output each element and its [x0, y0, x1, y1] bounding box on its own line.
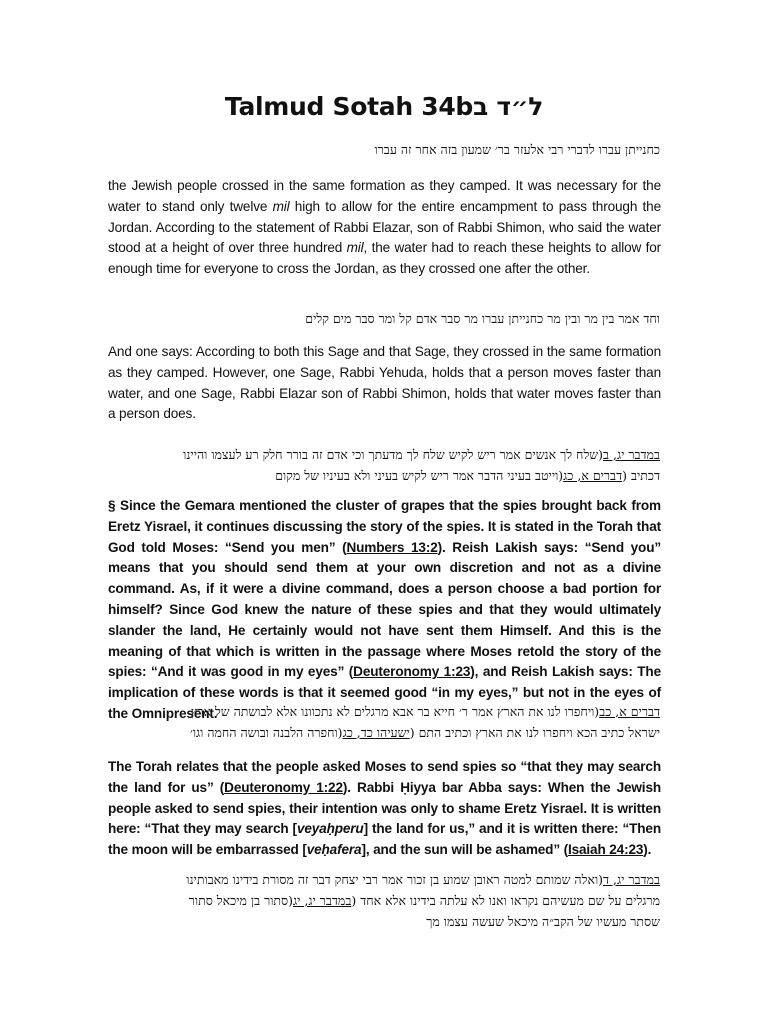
source-reference-link[interactable]: Deuteronomy 1:23	[353, 664, 471, 680]
text-segment: § Since the Gemara mentioned the cluster of grapes that the spies brought back from Eretz Yisrael, it continues discussing the story of the spies. It is stated in the Torah that God told Moses: “Send you men” (	[108, 498, 661, 555]
page-title: Talmud Sotah 34bל״ד ב	[224, 92, 544, 121]
source-reference-link[interactable]: במדבר יג, ב	[603, 447, 660, 462]
hebrew-text-5	[108, 869, 660, 932]
text-segment: ). Reish Lakish says: “Send you” means that you should send them at your own discretion and not as a divine command. As, if it were a divine command, does a person choose a bad portion for himself? Since God knew the nature of these spies and that they would ultimately slander the land, He certainly would not have sent them Himself. And this is the meaning of that which is written in the passage where Moses retold the story of the spies: “And it was good in my eyes” (	[108, 539, 662, 680]
text-segment: the Jewish people crossed in the same formation as they camped. It was necessary for the water to stand only twelve	[108, 178, 661, 214]
italic-term: mil	[346, 240, 364, 256]
text-segment: high to allow for the entire encampment to pass through the Jordan. According to the statement of Rabbi Elazar, son of Rabbi Shimon, who said the water stood at a height of over three hundred	[108, 198, 661, 256]
text-segment: (וייטב בעיני הדבר אמר ריש לקיש בעיני ולא בעיניו של מקום	[275, 468, 564, 483]
hebrew-text-1: כחנייתן עברו לדברי רבי אלעזר בר׳ שמעון בזה אחר זה עברו	[374, 142, 660, 157]
italic-term: veḥafera	[306, 842, 362, 858]
english-paragraph-4	[108, 757, 661, 861]
hebrew-line	[108, 869, 660, 890]
text-segment: דכתיב (	[622, 468, 660, 483]
text-segment: מרגלים על שם מעשיהם נקראו ואנו לא עלתה בידינו אלא אחד (	[351, 893, 660, 908]
text-segment: (וחפרה הלבנה ובושה החמה וגו׳	[189, 725, 343, 740]
text-segment: The Torah relates that the people asked Moses to send spies so “that they may search the land for us” (	[108, 759, 661, 795]
italic-term: mil	[272, 198, 290, 214]
hebrew-text-2: וחד אמר בין מר ובין מר כחנייתן עברו מר סבר אדם קל ומר סבר מים קלים	[305, 311, 660, 326]
hebrew-line	[108, 444, 660, 465]
text-segment: ] the land for us,” and it is written there: “Then the moon will be embarrassed [	[108, 821, 661, 858]
text-segment: (ואלה שמותם למטה ראובן שמוע בן זכור אמר רבי יצחק דבר זה מסורת בידינו מאבותינו	[186, 872, 604, 887]
text-segment: , the water had to reach these heights to allow for enough time for everyone to cross the Jordan, as they crossed one after the other.	[108, 240, 661, 277]
italic-term: veyaḥperu	[296, 821, 364, 837]
english-paragraph-2: And one says: According to both this Sage and that Sage, they crossed in the same formation as they camped. However, one Sage, Rabbi Yehuda, holds that a person moves faster than water, and one Sage, Rabbi Elazar son of Rabbi Shimon, holds that water moves faster than a person does.	[108, 344, 661, 422]
text-segment: (ויחפרו לנו את הארץ אמר ר׳ חייא בר אבא מרגלים לא נתכוונו אלא לבושתה של ארץ	[190, 704, 600, 719]
text-segment: ).	[643, 842, 652, 858]
source-reference-link[interactable]: במדבר יג, ד	[603, 872, 660, 887]
source-reference-link[interactable]: דברים א, כג	[563, 468, 623, 483]
hebrew-text-3	[108, 444, 660, 486]
text-segment: ). Rabbi Ḥiyya bar Abba says: When the Jewish people asked to send spies, their intention was only to shame Eretz Yisrael. It is written here: “That they may search [	[108, 779, 662, 837]
text-segment: (סתור בן מיכאל סתור	[188, 893, 294, 908]
source-reference-link[interactable]: Deuteronomy 1:22	[224, 779, 343, 795]
source-reference-link[interactable]: Isaiah 24:23	[567, 842, 644, 858]
english-paragraph-1	[108, 176, 661, 280]
source-reference-link[interactable]: במדבר יג, יג	[293, 893, 352, 908]
source-reference-link[interactable]: דברים א, כב	[599, 704, 660, 719]
hebrew-line: שסתר מעשיו של הקב״ה מיכאל שעשה עצמו מך	[426, 914, 660, 929]
source-reference-link[interactable]: ישעיהו כד, כג	[342, 725, 410, 740]
source-reference-link[interactable]: Numbers 13:2	[346, 539, 438, 555]
text-segment: ), and Reish Lakish says: The implication of these words is that it seemed good “in my eyes,” but not in the eyes of the Omnipresent.	[108, 664, 661, 721]
english-paragraph-3	[108, 496, 661, 725]
hebrew-text-4	[108, 701, 660, 743]
hebrew-line	[108, 465, 660, 486]
text-segment: ישראל כתיב הכא ויחפרו לנו את הארץ וכתיב התם (	[409, 725, 660, 740]
hebrew-line	[108, 701, 660, 722]
text-segment: ], and the sun will be ashamed” (	[361, 842, 568, 858]
hebrew-line	[108, 890, 660, 911]
hebrew-line	[108, 722, 660, 743]
text-segment: (שלח לך אנשים אמר ריש לקיש שלח לך מדעתך וכי אדם זה בורר חלק רע לעצמו והיינו	[183, 447, 604, 462]
